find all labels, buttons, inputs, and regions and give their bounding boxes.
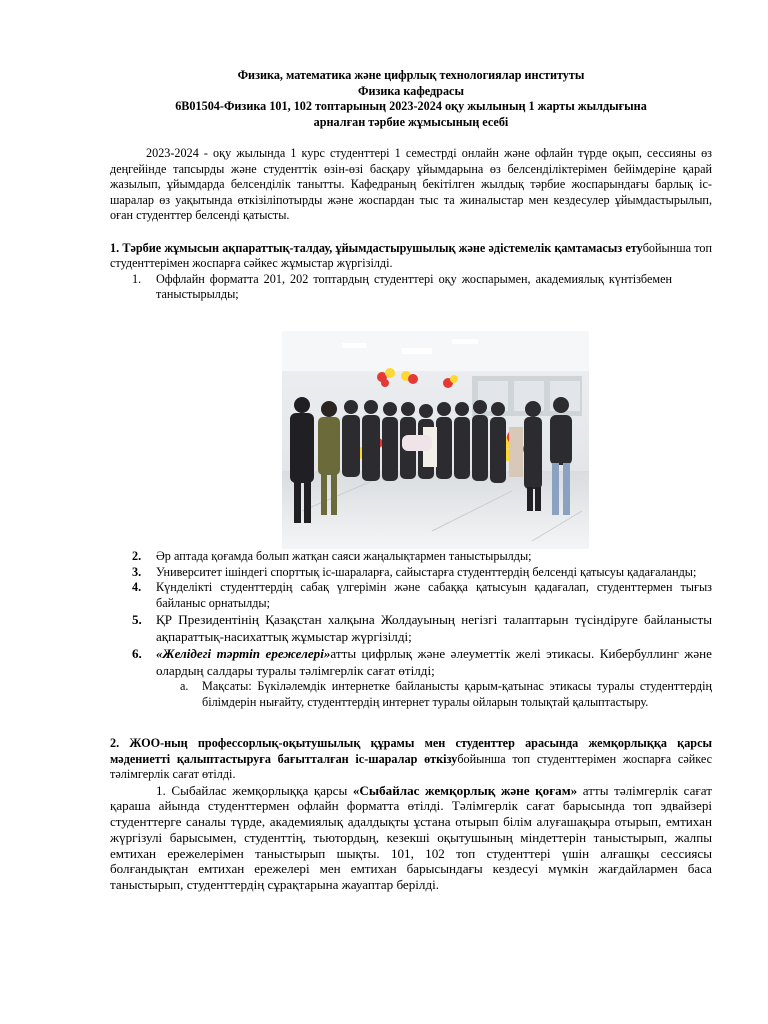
report-title-line2: арналған тәрбие жұмысының есебі — [313, 114, 509, 129]
list-item-1 — [110, 272, 712, 303]
section-1-title-bold: 1. Тәрбие жұмысын ақпараттық-талдау, ұйымдастырушылық және әдістемелік қамтамасыз ету — [110, 240, 643, 255]
group-photo — [282, 331, 589, 549]
institute-title: Физика, математика және цифрлық технологиялар институты — [237, 68, 585, 82]
sub-item-a — [110, 679, 712, 710]
list-item-2 — [110, 549, 712, 565]
section-1-title — [110, 241, 712, 272]
list-num: 5. — [132, 612, 142, 627]
section-2 — [110, 736, 712, 893]
list-item-5 — [110, 611, 712, 645]
section-1-title-rest: бойынша топ студенттерімен жоспарға сәйкес жұмыстар жүргізілді. — [110, 240, 713, 270]
list-text-bold: «Желідегі тәртіп ережелері» — [156, 646, 331, 661]
list-item-3 — [110, 565, 712, 581]
list-item-4 — [110, 580, 712, 611]
list-text: атты цифрлық және әлеуметтік желі этикасы. Кибербуллинг және олардың салдары туралы тәлімгерлік сағат өтілді; — [156, 646, 712, 678]
list-num: 6. — [132, 646, 142, 661]
list-continuation — [110, 549, 712, 893]
list-item-6 — [110, 645, 712, 679]
document-header — [110, 68, 712, 130]
list-text: Университет ішіндегі спорттық іс-шараларға, сайыстарға студенттердің белсенді қатысуы қадағаланды; — [156, 564, 697, 579]
section-2-p-bold: «Сыбайлас жемқорлық және қоғам» — [352, 782, 578, 798]
section-2-p-rest: атты тәлімгерлік сағат қараша айында студенттермен офлайн форматта өтілді. Тәлімгерлік сағат барысында топ эдвайзері студенттерге саналы түрде, академиялық адалдықты ұстана отырып білім алуғашақыра отырып, емтихан жүргізулі барысымен, студенттің, тьютордың, кезекші оқытушының міндеттерін таныстырып, жалпы емтихан ережелерімен таныстырып шықты. 101, 102 топ студенттері үшін алғашқы сессиясы болғандықтан емтихан ережелері мен емтихан барысындағы кездесуі мүмкін жағдайлармен баса таныстырып, студенттердің сұрақтарына жауаптар берілді. — [110, 782, 712, 893]
section-2-title — [110, 736, 712, 783]
list-text: ҚР Президентінің Қазақстан халқына Жолдауының негізгі талаптарын түсіндіруге байланысты ақпараттық-насихаттық жұмыстар жүргізілді; — [156, 612, 712, 644]
section-1 — [110, 241, 712, 303]
section-2-title-bold: 2. ЖОО-ның профессорлық-оқытушылық құрамы мен студенттер арасында жемқорлыққа қарсы мәдениетті қалыптастыруға бағытталған іс-шаралар өткізу — [110, 736, 712, 766]
section-2-title-rest: бойынша топ студенттерімен жоспарға сәйкес тәлімгерлік сағат өтілді. — [110, 751, 713, 781]
report-title-line1: 6В01504-Физика 101, 102 топтарының 2023-2024 оқу жылының 1 жарты жылдығына — [175, 99, 647, 113]
document-page — [110, 68, 712, 303]
list-text: Оффлайн форматта 201, 202 топтардың студенттері оқу жоспарымен, академиялық күнтізбемен таныстырылды; — [156, 271, 672, 301]
intro-paragraph: 2023-2024 - оқу жылында 1 курс студенттері 1 семестрді онлайн және офлайн түрде оқып, сессияны өз деңгейінде тапсырды және студенттік өзін-өзі басқару ұйымдарына өз белсенділіктерімен бейімдеріне қарай жазылып, ұйымдарда белсенділік танытты. Кафедраның бекітілген жылдық тәрбие жоспарындағы барлық іс-шаралар өз уақытында өткізіліпотырды және жоспардан тыс та жиналыстар мен кездесулер ұйымдастырылып, оған студенттер белсенді қатысты. — [110, 146, 712, 222]
list-text: Күнделікті студенттердің сабақ үлгерімін және сабаққа қатысуын қадағалап, студенттермен тығыз байланыс орнатылды; — [156, 580, 712, 610]
sub-num: a. — [180, 679, 189, 693]
list-num: 2. — [132, 549, 142, 563]
list-num: 4. — [132, 580, 142, 594]
list-num: 1. — [132, 271, 142, 286]
section-2-paragraph — [110, 783, 712, 894]
department-title: Физика кафедрасы — [358, 83, 464, 98]
list-num: 3. — [132, 564, 142, 579]
section-2-p-start: 1. Сыбайлас жемқорлыққа қарсы — [156, 782, 353, 798]
sub-text: Мақсаты: Бүкіләлемдік интернетке байланысты қарым-қатынас этикасы туралы студенттердің білімдерін нығайту, студенттердің интернет туралы ойларын толықтай қалыптастыру. — [202, 679, 712, 709]
group-photo-image — [282, 331, 589, 549]
list-text: Әр аптада қоғамда болып жатқан саяси жаңалықтармен таныстырылды; — [156, 549, 532, 563]
